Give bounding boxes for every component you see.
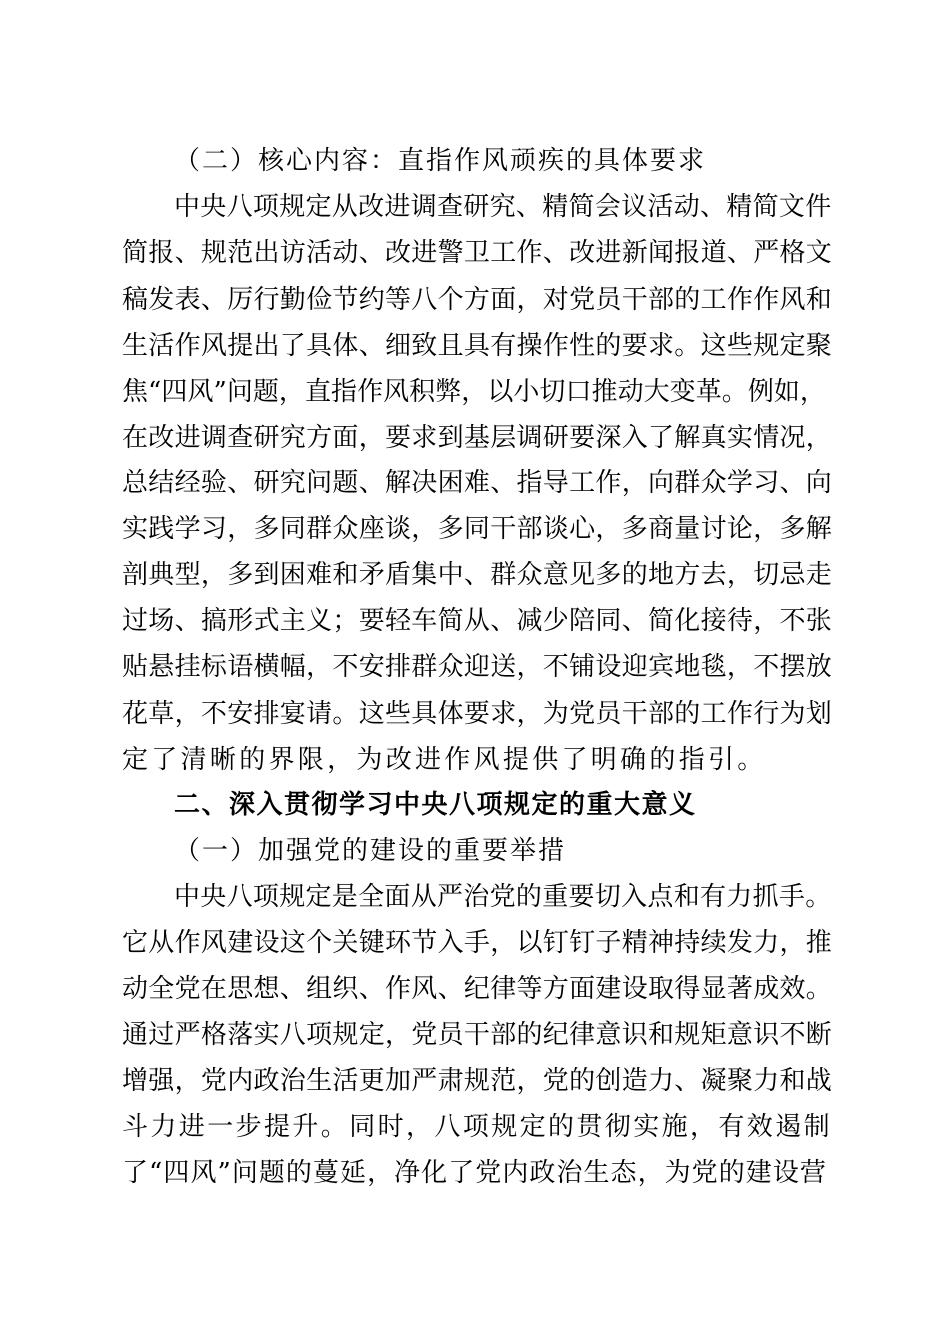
subheading-core-content: （二）核心内容：直指作风顽疾的具体要求 <box>174 146 707 176</box>
paragraph-line: 它从作风建设这个关键环节入手，以钉钉子精神持续发力，推 <box>122 928 833 958</box>
paragraph-line: 焦“四风”问题，直指作风积弊，以小切口推动大变革。例如， <box>122 377 826 407</box>
paragraph-line: 了“四风”问题的蔓延，净化了党内政治生态，为党的建设营 <box>122 1158 827 1188</box>
paragraph-line: 定了清晰的界限，为改进作风提供了明确的指引。 <box>122 745 767 775</box>
paragraph-line: 通过严格落实八项规定，党员干部的纪律意识和规矩意识不断 <box>122 1020 833 1050</box>
paragraph-line: 稿发表、厉行勤俭节约等八个方面，对党员干部的工作作风和 <box>122 285 833 315</box>
paragraph-line: 斗力进一步提升。同时，八项规定的贯彻实施，有效遏制 <box>122 1112 833 1142</box>
paragraph-line: 实践学习，多同群众座谈，多同干部谈心，多商量讨论，多解 <box>122 514 833 544</box>
paragraph-line: 中央八项规定从改进调查研究、精简会议活动、精简文件 <box>174 192 832 222</box>
paragraph-line: 生活作风提出了具体、细致且具有操作性的要求。这些规定聚 <box>122 331 833 361</box>
paragraph-line: 贴悬挂标语横幅，不安排群众迎送，不铺设迎宾地毯，不摆放 <box>122 652 833 682</box>
paragraph-line: 中央八项规定是全面从严治党的重要切入点和有力抓手。 <box>174 882 832 912</box>
paragraph-line: 花草，不安排宴请。这些具体要求，为党员干部的工作行为划 <box>122 699 833 729</box>
paragraph-line: 简报、规范出访活动、改进警卫工作、改进新闻报道、严格文 <box>122 238 833 268</box>
paragraph-line: 在改进调查研究方面，要求到基层调研要深入了解真实情况， <box>122 423 833 453</box>
paragraph-line: 总结经验、研究问题、解决困难、指导工作，向群众学习、向 <box>122 468 833 498</box>
paragraph-line: 剖典型，多到困难和矛盾集中、群众意见多的地方去，切忌走 <box>122 560 833 590</box>
paragraph-line: 增强，党内政治生活更加严肃规范，党的创造力、凝聚力和战 <box>122 1066 833 1096</box>
paragraph-line: 过场、搞形式主义；要轻车简从、减少陪同、简化接待，不张 <box>122 606 833 636</box>
subheading-party-building: （一）加强党的建设的重要举措 <box>174 836 567 866</box>
section-heading-significance: 二、深入贯彻学习中央八项规定的重大意义 <box>174 790 697 820</box>
paragraph-line: 动全党在思想、组织、作风、纪律等方面建设取得显著成效。 <box>122 974 833 1004</box>
